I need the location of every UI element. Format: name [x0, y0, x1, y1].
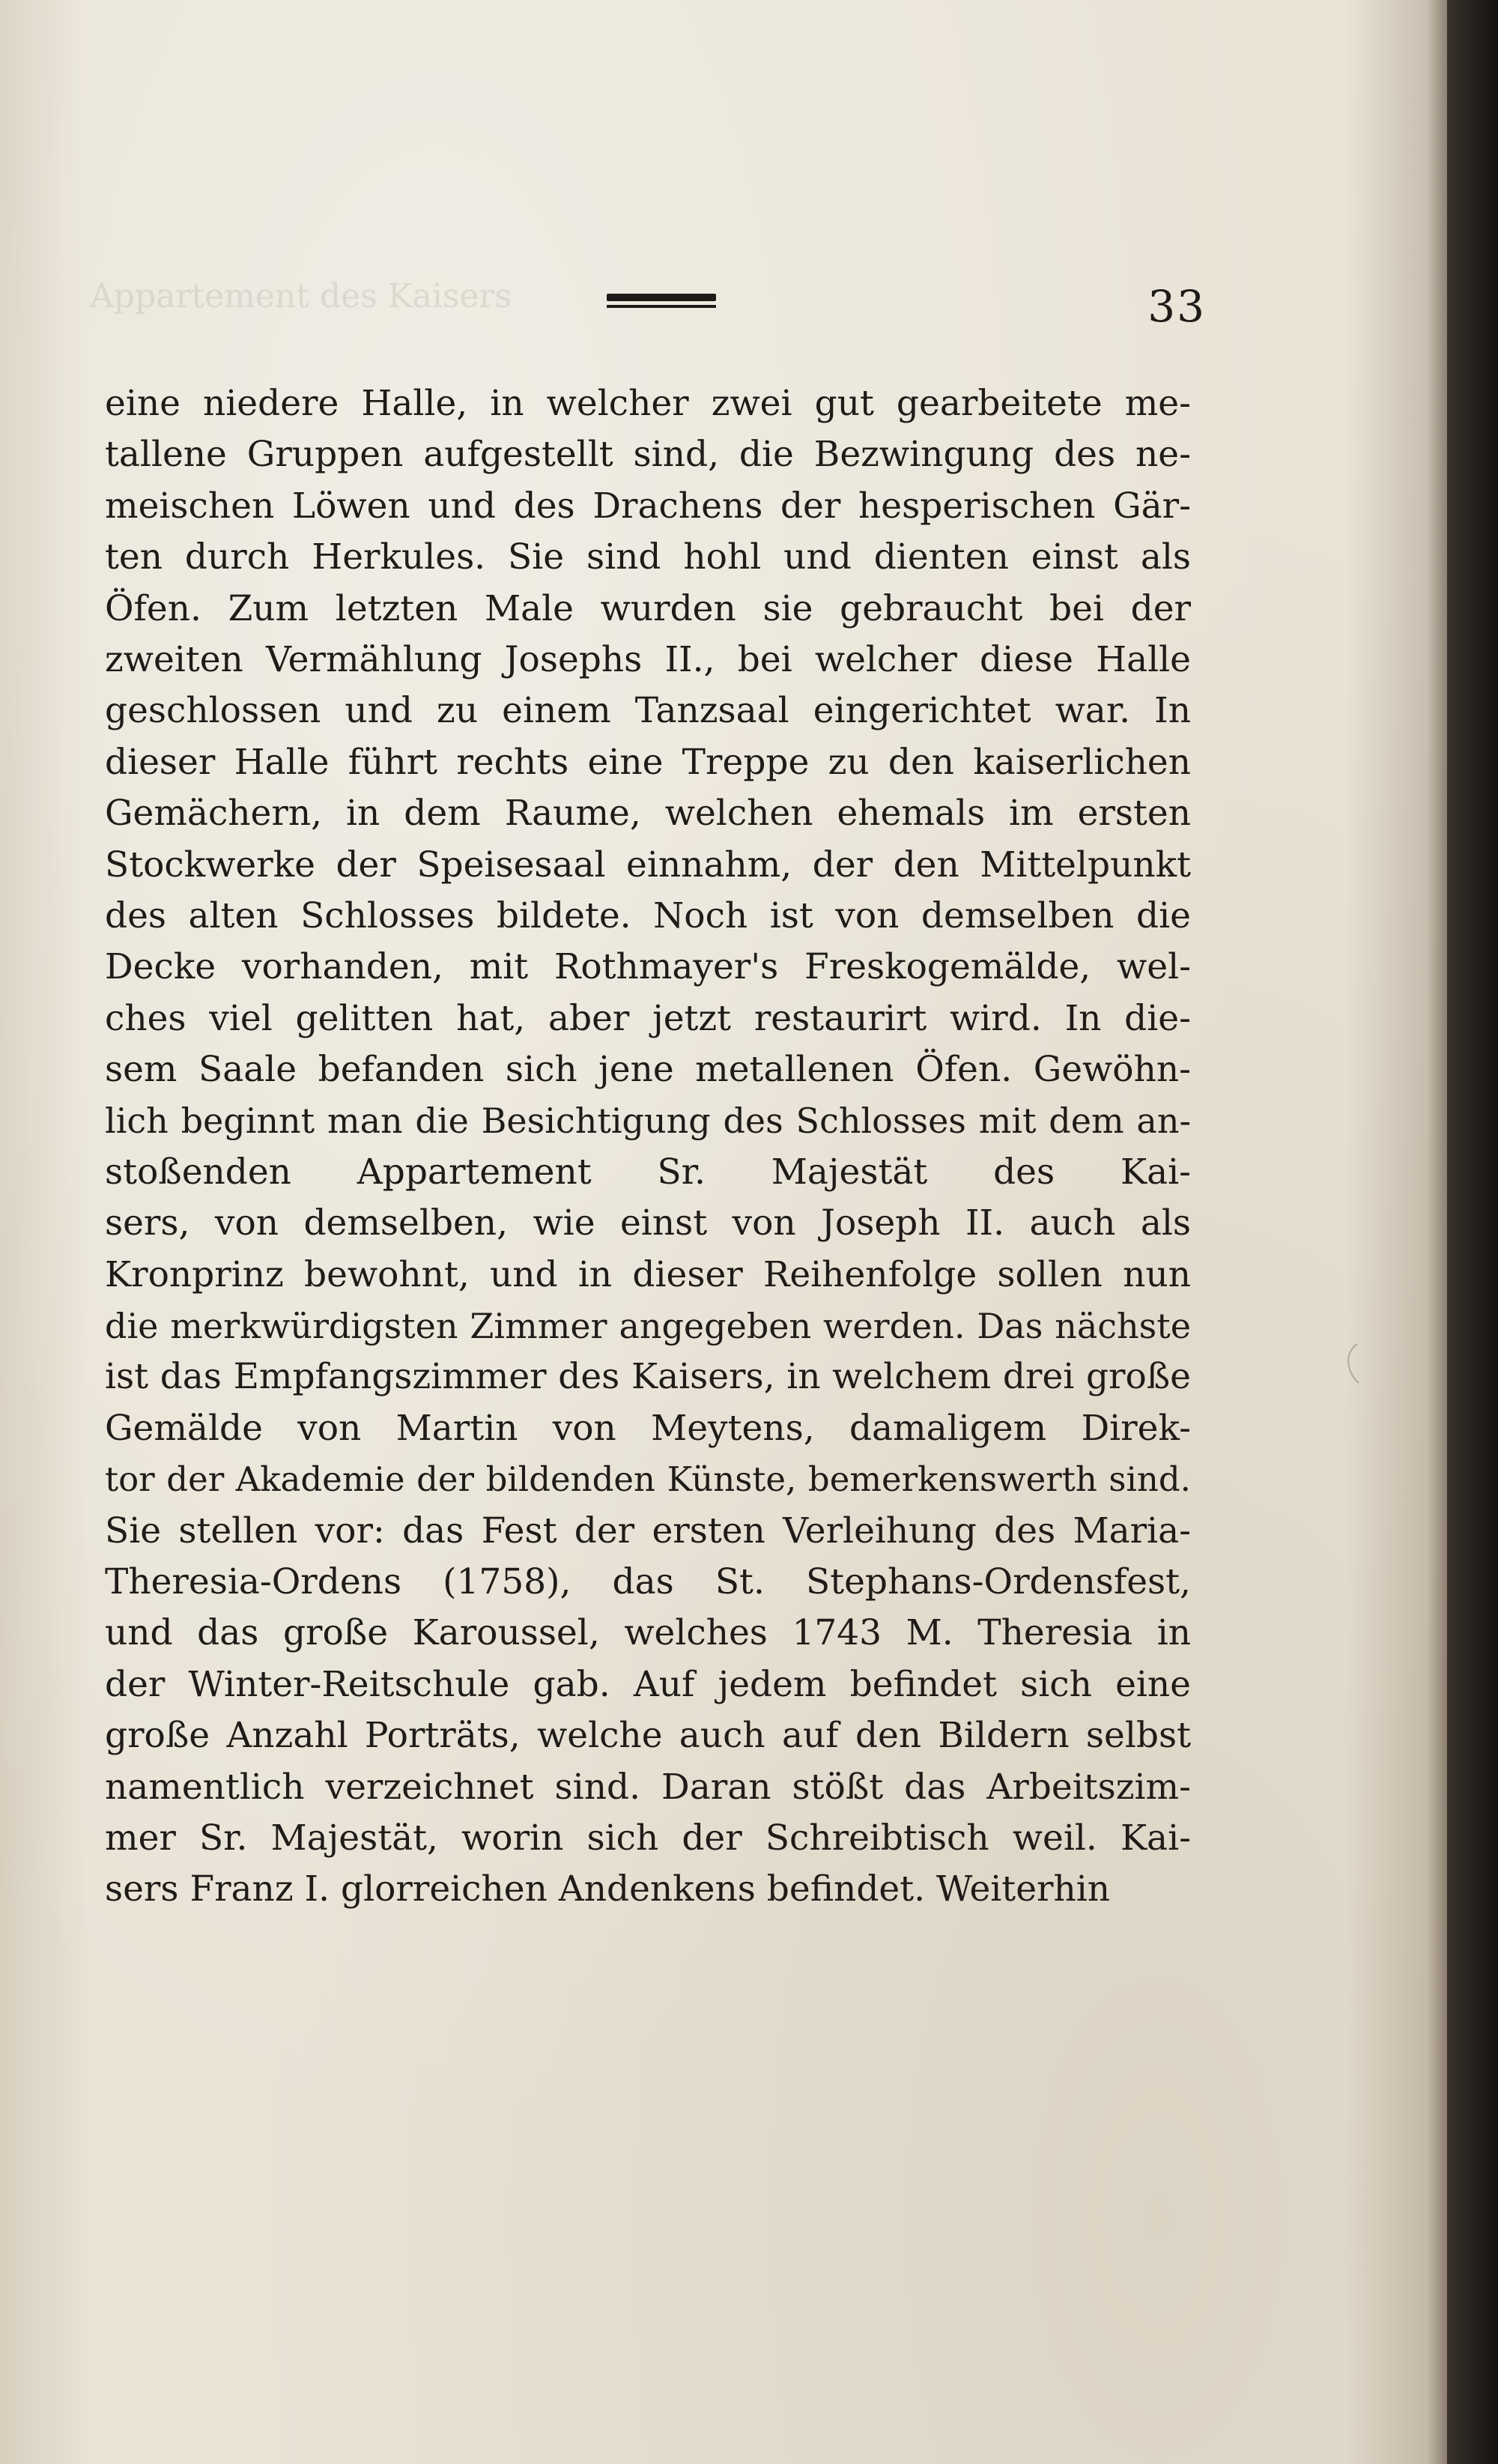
- header-rule-thin: [607, 305, 716, 308]
- page-number: 33: [1147, 281, 1206, 332]
- text-line: dieser Halle führt rechts eine Treppe zu den kaiserlichen: [105, 741, 1191, 783]
- page-edge: [1427, 0, 1447, 2464]
- text-line: der Winter-Reitschule gab. Auf jedem befindet sich eine: [105, 1663, 1191, 1705]
- text-line: eine niedere Halle, in welcher zwei gut gearbeitete me-: [105, 383, 1191, 424]
- book-edge-shadow: [1446, 0, 1498, 2464]
- header-rule: [607, 294, 716, 310]
- pencil-mark: [1341, 1341, 1363, 1386]
- text-line: ches viel gelitten hat, aber jetzt restaurirt wird. In die-: [105, 997, 1191, 1039]
- text-line: Gemälde von Martin von Meytens, damaligem Direk-: [105, 1407, 1191, 1449]
- text-line: ist das Empfangszimmer des Kaisers, in welchem drei große: [105, 1356, 1191, 1398]
- text-line: stoßenden Appartement Sr. Majestät des Kai-: [105, 1151, 1191, 1193]
- text-line: ten durch Herkules. Sie sind hohl und dienten einst als: [105, 536, 1191, 578]
- text-line: Decke vorhanden, mit Rothmayer's Freskogemälde, wel-: [105, 946, 1191, 988]
- text-line: zweiten Vermählung Josephs II., bei welcher diese Halle: [105, 638, 1191, 680]
- text-line: sers Franz I. glorreichen Andenkens befindet. Weiterhin: [105, 1868, 1111, 1910]
- text-line: Kronprinz bewohnt, und in dieser Reihenfolge sollen nun: [105, 1253, 1191, 1295]
- text-line: Sie stellen vor: das Fest der ersten Verleihung des Maria-: [105, 1510, 1191, 1552]
- text-line: große Anzahl Porträts, welche auch auf den Bildern selbst: [105, 1715, 1191, 1757]
- header-rule-thick: [607, 294, 716, 301]
- bleed-through-text: Appartement des Kaisers: [90, 277, 512, 315]
- text-line: lich beginnt man die Besichtigung des Schlosses mit dem an-: [105, 1101, 1191, 1142]
- text-line: mer Sr. Majestät, worin sich der Schreibtisch weil. Kai-: [105, 1817, 1191, 1859]
- body-text: [105, 378, 1191, 1916]
- text-line: und das große Karoussel, welches 1743 M. Theresia in: [105, 1612, 1191, 1654]
- text-line: sem Saale befanden sich jene metallenen Öfen. Gewöhn-: [105, 1049, 1191, 1091]
- text-line: tor der Akademie der bildenden Künste, bemerkenswerth sind.: [105, 1459, 1191, 1500]
- text-line: tallene Gruppen aufgestellt sind, die Bezwingung des ne-: [105, 434, 1191, 476]
- text-line: Theresia-Ordens (1758), das St. Stephans-Ordensfest,: [105, 1561, 1191, 1602]
- text-line: Gemächern, in dem Raume, welchen ehemals im ersten: [105, 793, 1191, 835]
- text-line: geschlossen und zu einem Tanzsaal eingerichtet war. In: [105, 690, 1191, 732]
- text-line: namentlich verzeichnet sind. Daran stößt das Arbeitszim-: [105, 1766, 1191, 1808]
- text-line: Öfen. Zum letzten Male wurden sie gebraucht bei der: [105, 587, 1191, 629]
- text-line: Stockwerke der Speisesaal einnahm, der den Mittelpunkt: [105, 844, 1191, 886]
- text-line: des alten Schlosses bildete. Noch ist von demselben die: [105, 895, 1191, 936]
- text-line: die merkwürdigsten Zimmer angegeben werden. Das nächste: [105, 1306, 1191, 1347]
- text-line: meischen Löwen und des Drachens der hesperischen Gär-: [105, 485, 1191, 527]
- text-line: sers, von demselben, wie einst von Joseph II. auch als: [105, 1202, 1191, 1244]
